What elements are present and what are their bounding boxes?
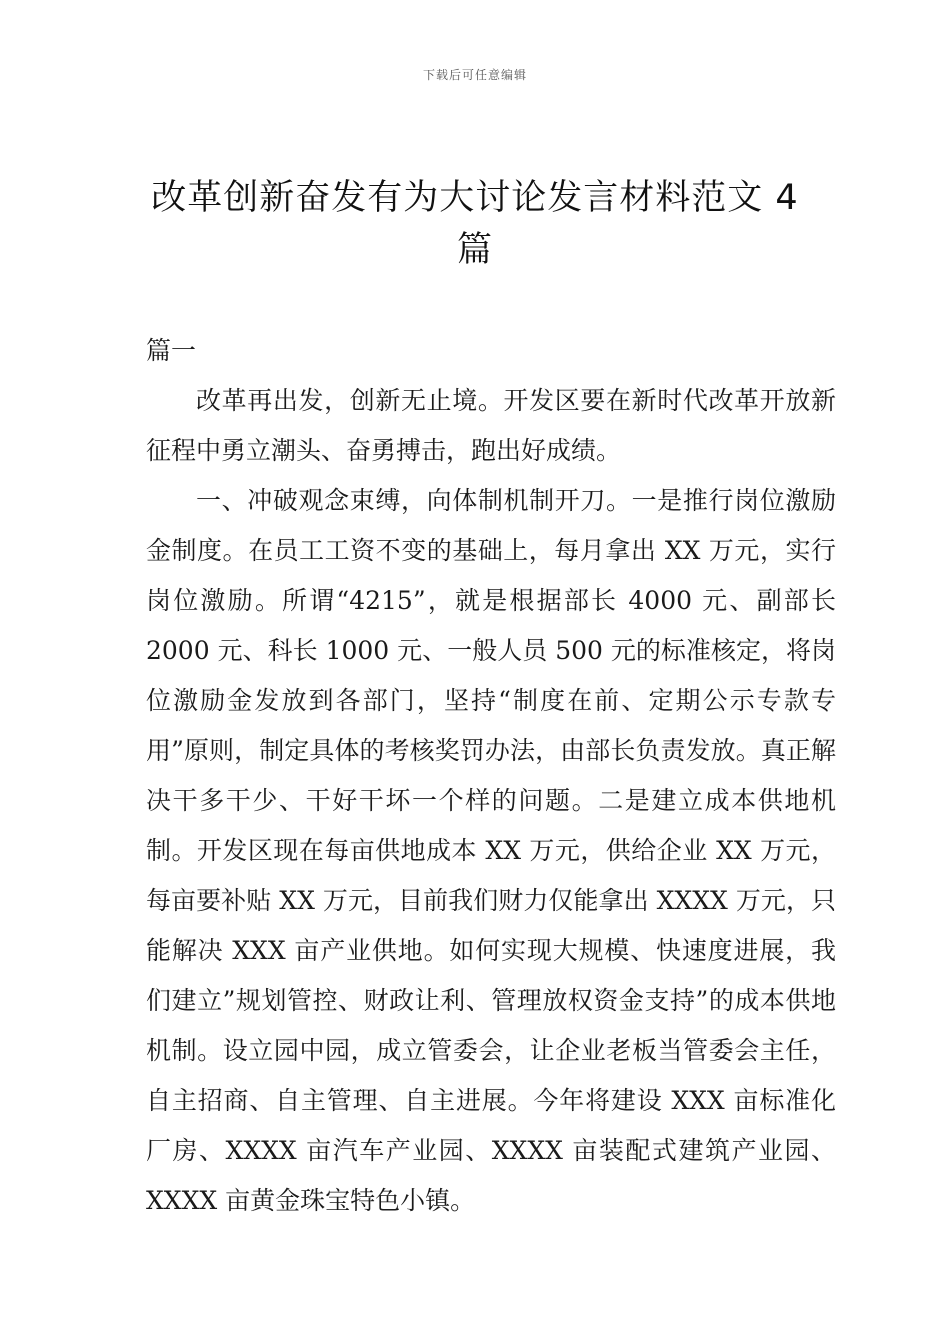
section-label: 篇一 <box>146 336 197 365</box>
document-title: 改革创新奋发有为大讨论发言材料范文 4 篇 <box>151 178 799 270</box>
paragraph-intro: 改革再出发，创新无止境。开发区要在新时代改革开放新征程中勇立潮头、奋勇搏击，跑出好成绩。 <box>146 386 836 465</box>
download-note: 下载后可任意编辑 <box>422 68 527 82</box>
paragraph-reform: 一、冲破观念束缚，向体制机制开刀。一是推行岗位激励金制度。在员工工资不变的基础上，每月拿出 XX 万元，实行岗位激励。所谓“4215”，就是根据部长 4000 元、副部长 2000 元、科长 1000 元、一般人员 500 元的标准核定，将岗位激励金发放到各部门，坚持“制度在前、定期公示专款专用”原则，制定具体的考核奖罚办法，由部长负责发放。真正解决干多干少、干好干坏一个样的问题。二是建立成本供地机制。开发区现在每亩供地成本 XX 万元，供给企业 XX 万元，每亩要补贴 XX 万元，目前我们财力仅能拿出 XXXX 万元，只能解决 XXX 亩产业供地。如何实现大规模、快速度进展，我们建立”规划管控、财政让利、管理放权资金支持”的成本供地机制。设立园中园，成立管委会，让企业老板当管委会主任，自主招商、自主管理、自主进展。今年将建设 XXX 亩标准化厂房、XXXX 亩汽车产业园、XXXX 亩装配式建筑产业园、XXXX 亩黄金珠宝特色小镇。 <box>146 486 836 1215</box>
document-body <box>146 326 836 1226</box>
